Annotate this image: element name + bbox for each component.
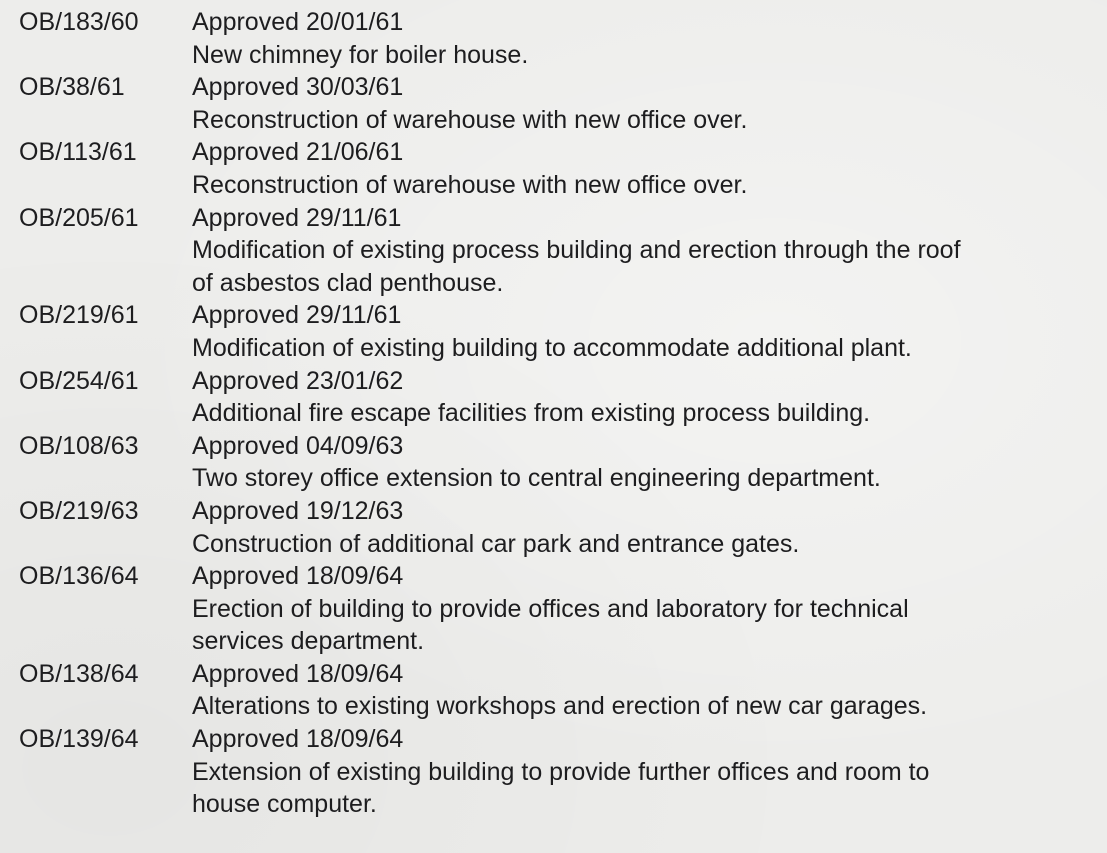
approval-date: Approved 29/11/61	[192, 301, 402, 330]
planning-record	[0, 658, 1107, 723]
planning-records-list	[0, 6, 1107, 821]
planning-record	[0, 6, 1107, 71]
planning-record	[0, 723, 1107, 821]
planning-record	[0, 299, 1107, 364]
record-description-line: Two storey office extension to central engineering department.	[192, 464, 881, 493]
record-body	[192, 365, 1107, 430]
record-reference: OB/38/61	[19, 73, 125, 102]
record-body	[192, 658, 1107, 723]
approval-date: Approved 23/01/62	[192, 366, 404, 395]
record-body	[192, 495, 1107, 560]
approval-date: Approved 29/11/61	[192, 203, 402, 232]
record-body	[192, 202, 1107, 300]
approval-date: Approved 18/09/64	[192, 659, 404, 688]
planning-record	[0, 430, 1107, 495]
record-description-line: Modification of existing process building and erection through the roof	[192, 236, 961, 265]
record-reference: OB/183/60	[19, 8, 139, 36]
record-description-line: Additional fire escape facilities from existing process building.	[192, 399, 871, 428]
record-description-line: New chimney for boiler house.	[192, 40, 529, 69]
planning-record	[0, 495, 1107, 560]
planning-record	[0, 365, 1107, 430]
approval-date: Approved 20/01/61	[192, 8, 404, 36]
planning-record	[0, 71, 1107, 136]
record-description-line: Modification of existing building to accommodate additional plant.	[192, 333, 912, 362]
approval-date: Approved 04/09/63	[192, 431, 404, 460]
record-reference: OB/108/63	[19, 431, 139, 460]
record-reference: OB/219/61	[19, 301, 139, 330]
record-description-line: Reconstruction of warehouse with new office over.	[192, 170, 748, 199]
record-body	[192, 560, 1107, 658]
record-body	[192, 136, 1107, 201]
record-reference: OB/254/61	[19, 366, 139, 395]
record-body	[192, 723, 1107, 821]
record-body	[192, 71, 1107, 136]
record-reference: OB/219/63	[19, 496, 139, 525]
record-body	[192, 299, 1107, 364]
record-reference: OB/138/64	[19, 659, 139, 688]
record-body	[192, 6, 1107, 71]
approval-date: Approved 21/06/61	[192, 138, 404, 167]
approval-date: Approved 19/12/63	[192, 496, 404, 525]
record-description-line: Construction of additional car park and entrance gates.	[192, 529, 800, 558]
record-reference: OB/113/61	[19, 138, 137, 167]
record-description-line: services department.	[192, 627, 425, 656]
approval-date: Approved 30/03/61	[192, 73, 404, 102]
planning-record	[0, 560, 1107, 658]
record-description-line: Erection of building to provide offices and laboratory for technical	[192, 594, 909, 623]
planning-record	[0, 202, 1107, 300]
approval-date: Approved 18/09/64	[192, 725, 404, 754]
record-body	[192, 430, 1107, 495]
record-description-line: house computer.	[192, 790, 377, 819]
record-reference: OB/205/61	[19, 203, 139, 232]
record-description-line: of asbestos clad penthouse.	[192, 268, 504, 297]
record-description-line: Extension of existing building to provide further offices and room to	[192, 757, 930, 786]
record-reference: OB/139/64	[19, 725, 139, 754]
planning-record	[0, 136, 1107, 201]
record-description-line: Reconstruction of warehouse with new office over.	[192, 105, 748, 134]
record-description-line: Alterations to existing workshops and erection of new car garages.	[192, 692, 928, 721]
record-reference: OB/136/64	[19, 562, 139, 591]
approval-date: Approved 18/09/64	[192, 562, 404, 591]
